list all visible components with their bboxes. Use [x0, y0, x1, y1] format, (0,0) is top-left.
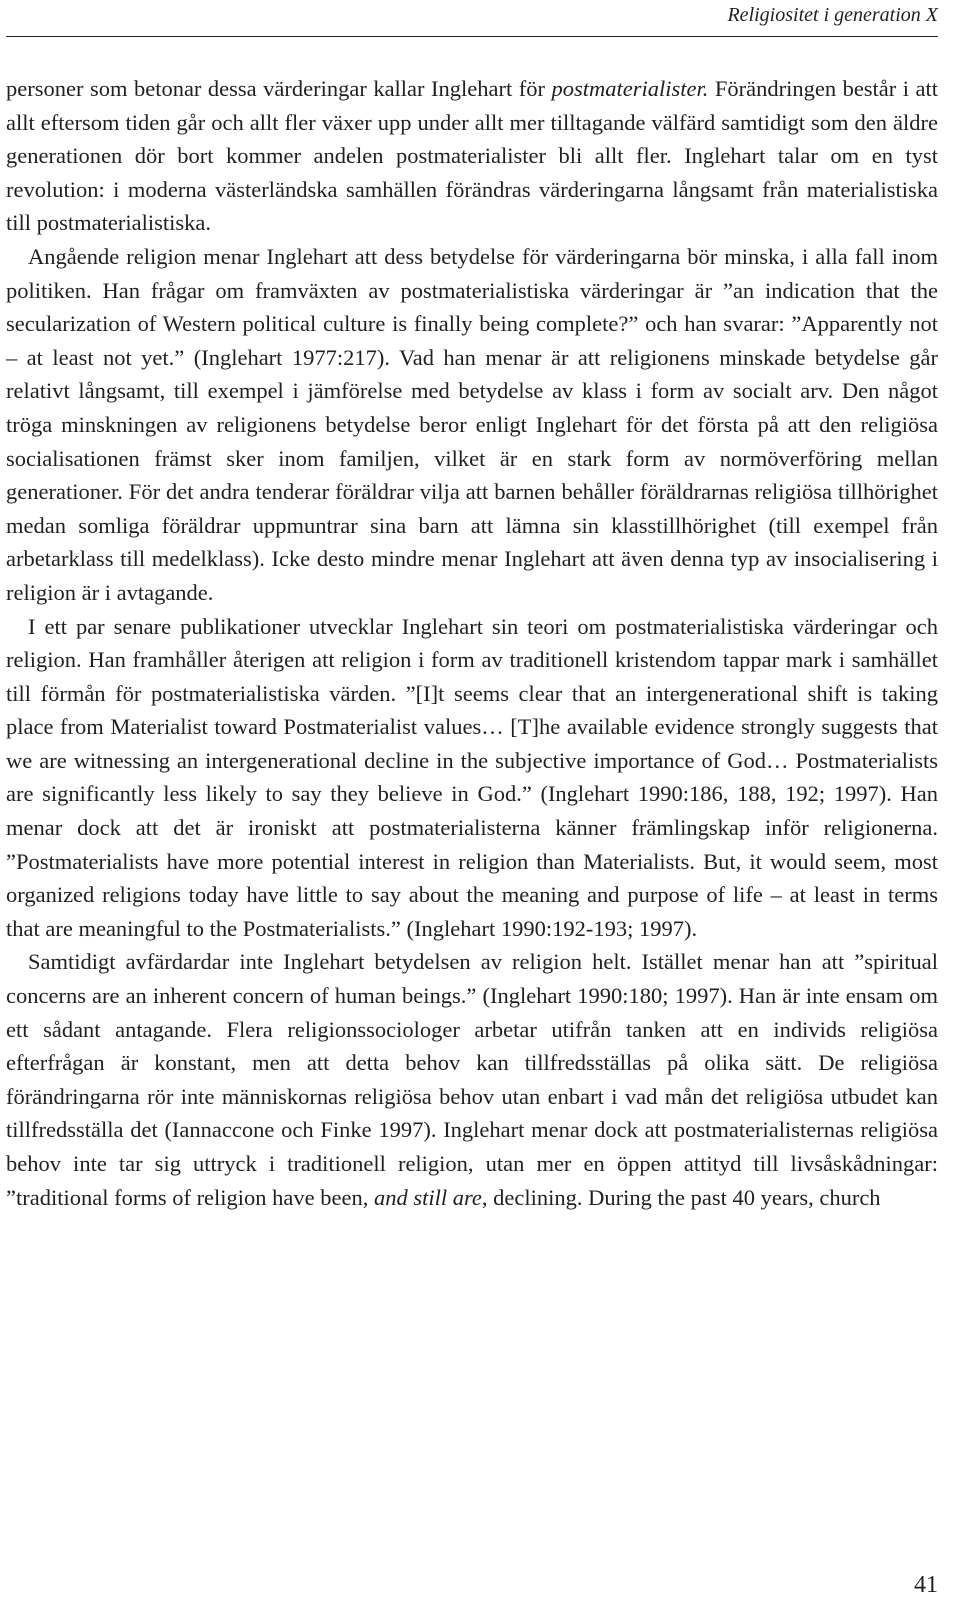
paragraph-1-italic-term: postmaterialister.	[551, 76, 709, 101]
page-number: 41	[914, 1572, 938, 1598]
paragraph-4-text: Samtidigt avfärdardar inte Inglehart betydelsen av religion helt. Istället menar han att ”spiritual concerns are an inherent concern of human beings.” (Inglehart 1990:180; 1997). Han är inte ensam om ett sådant antagande. Flera religionssociologer arbetar utifrån tanken att en individs religiösa efterfrågan är konstant, men att detta behov kan tillfredsställas på olika sätt. De religiösa förändringarna rör inte människornas religiösa behov utan enbart i vad mån det religiösa utbudet kan tillfredsställa det (Iannaccone och Finke 1997). Inglehart menar dock att postmaterialisternas religiösa behov inte tar sig uttryck i traditionell religion, utan mer en öppen attityd till livsåskådningar: ”traditional forms of religion have been,	[6, 949, 938, 1210]
paragraph-1-text-cont: Förändringen består i att allt eftersom tiden går och allt fler växer upp under allt mer tilltagande välfärd samtidigt som den äldre generationen dör bort kommer andelen postmaterialister bli allt fler. Inglehart talar om en tyst revolution: i moderna västerländska samhällen förändras värderingarna långsamt från materialistiska till postmaterialistiska.	[6, 76, 939, 236]
paragraph-1	[6, 72, 938, 240]
paragraph-2-text: Angående religion menar Inglehart att dess betydelse för värderingarna bör minska, i alla fall inom politiken. Han frågar om framväxten av postmaterialistiska värderingar är ”an indication that the secularization of Western political culture is finally being complete?” och han svarar: ”Apparently not – at least not yet.” (Inglehart 1977:217). Vad han menar är att religionens minskade betydelse går relativt långsamt, till exempel i jämförelse med betydelse av klass i form av socialt arv. Den något tröga minskningen av religionens betydelse beror enligt Inglehart för det första på att den religiösa socialisationen främst sker inom familjen, vilket är en stark form av normöverföring mellan generationer. För det andra tenderar föräldrar vilja att barnen behåller föräldrarnas religiösa tillhörighet medan somliga föräldrar uppmuntrar sina barn att lämna sin klasstillhörighet (till exempel från arbetarklass till medelklass). Icke desto mindre menar Inglehart att även denna typ av insocialisering i religion är i avtagande.	[6, 243, 938, 605]
running-head: Religiositet i generation X	[727, 4, 938, 26]
header-rule	[6, 36, 938, 37]
paragraph-1-text: personer som betonar dessa värderingar kallar Inglehart för	[6, 76, 552, 101]
paragraph-4-text-cont: , declining. During the past 40 years, church	[481, 1184, 881, 1210]
body-text	[6, 72, 938, 1214]
paragraph-4-italic-phrase: and still are	[374, 1184, 482, 1210]
paragraph-3	[6, 610, 938, 946]
paragraph-2	[6, 240, 938, 610]
paragraph-3-text: I ett par senare publikationer utvecklar Inglehart sin teori om postmaterialistiska värderingar och religion. Han framhåller återigen att religion i form av traditionell kristendom tappar mark i samhället till förmån för postmaterialistiska värden. ”[I]t seems clear that an intergenerational shift is taking place from Materialist toward Postmaterialist values… [T]he available evidence strongly suggests that we are witnessing an intergenerational decline in the subjective importance of God… Postmaterialists are significantly less likely to say they believe in God.” (Inglehart 1990:186, 188, 192; 1997). Han menar dock att det är ironiskt att postmaterialisterna känner främlingskap inför religionerna. ”Postmaterialists have more potential interest in religion than Materialists. But, it would seem, most organized religions today have little to say about the meaning and purpose of life – at least in terms that are meaningful to the Postmaterialists.” (Inglehart 1990:192-193; 1997).	[6, 613, 938, 941]
paragraph-4	[6, 945, 938, 1214]
